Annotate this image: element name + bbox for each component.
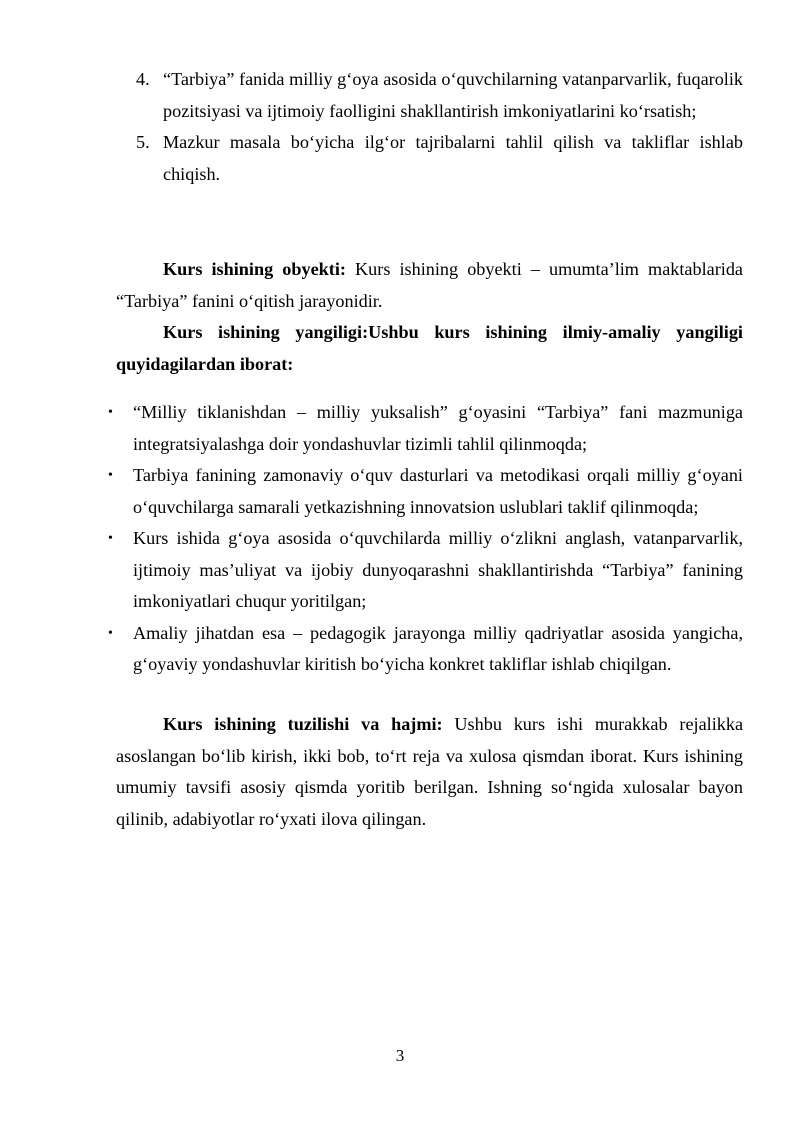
list-item [108, 618, 743, 681]
structure-paragraph [116, 709, 743, 835]
bullet-icon: • [108, 468, 113, 483]
list-marker: 5. [136, 132, 150, 152]
list-item [108, 523, 743, 618]
bullet-icon: • [108, 405, 113, 420]
page-number: 3 [395, 1046, 405, 1065]
novelty-paragraph [116, 317, 743, 380]
list-item [108, 397, 743, 460]
bullet-text: Tarbiya fanining zamonaviy o‘quv dasturlari va metodikasi orqali milliy g‘oyani o‘quvchilarga samarali yetkazishning innovatsion uslublari taklif qilinmoqda; [133, 465, 743, 517]
novelty-label: Kurs ishining yangiligi:Ushbu kurs ishining ilmiy-amaliy yangiligi quyidagilardan iborat: [116, 322, 743, 374]
structure-label: Kurs ishining tuzilishi va hajmi: [163, 714, 443, 734]
object-text: Kurs ishining obyekti – umumta’lim maktablarida “Tarbiya” fanini o‘qitish jarayonidir. [116, 259, 743, 311]
bullet-icon: • [108, 625, 113, 641]
list-item [116, 127, 743, 190]
list-marker: 4. [136, 69, 150, 89]
numbered-list [116, 64, 743, 190]
bullet-icon: • [108, 531, 113, 546]
object-label: Kurs ishining obyekti: [163, 259, 346, 279]
bullet-list [108, 397, 743, 681]
bullet-text: Kurs ishida g‘oya asosida o‘quvchilarda milliy o‘zlikni anglash, vatanparvarlik, ijtimoiy mas’uliyat va ijobiy dunyoqarashni shakllantirishda “Tarbiya” fanining imkoniyatlari chuqur yoritilgan; [133, 528, 743, 611]
list-item [108, 460, 743, 523]
bullet-text: Amaliy jihatdan esa – pedagogik jarayonga milliy qadriyatlar asosida yangicha, g‘oyaviy yondashuvlar kiritish bo‘yicha konkret takliflar ishlab chiqilgan. [133, 622, 743, 674]
structure-text: Ushbu kurs ishi murakkab rejalikka asoslangan bo‘lib kirish, ikki bob, to‘rt reja va xulosa qismdan iborat. Kurs ishining umumiy tavsifi asosiy qismda yoritib berilgan. Ishning so‘ngida xulosalar bayon qilinib, adabiyotlar ro‘yxati ilova qilingan. [116, 714, 744, 829]
bullet-text: “Milliy tiklanishdan – milliy yuksalish” g‘oyasini “Tarbiya” fani mazmuniga integratsiyalashga doir yondashuvlar tizimli tahlil qilinmoqda; [133, 402, 743, 454]
list-item-text: Mazkur masala bo‘yicha ilg‘or tajribalarni tahlil qilish va takliflar ishlab chiqish. [163, 132, 743, 184]
list-item [116, 64, 743, 127]
object-paragraph [116, 254, 743, 317]
list-item-text: “Tarbiya” fanida milliy g‘oya asosida o‘quvchilarning vatanparvarlik, fuqarolik pozitsiyasi va ijtimoiy faolligini shakllantirish imkoniyatlarini ko‘rsatish; [163, 69, 743, 121]
